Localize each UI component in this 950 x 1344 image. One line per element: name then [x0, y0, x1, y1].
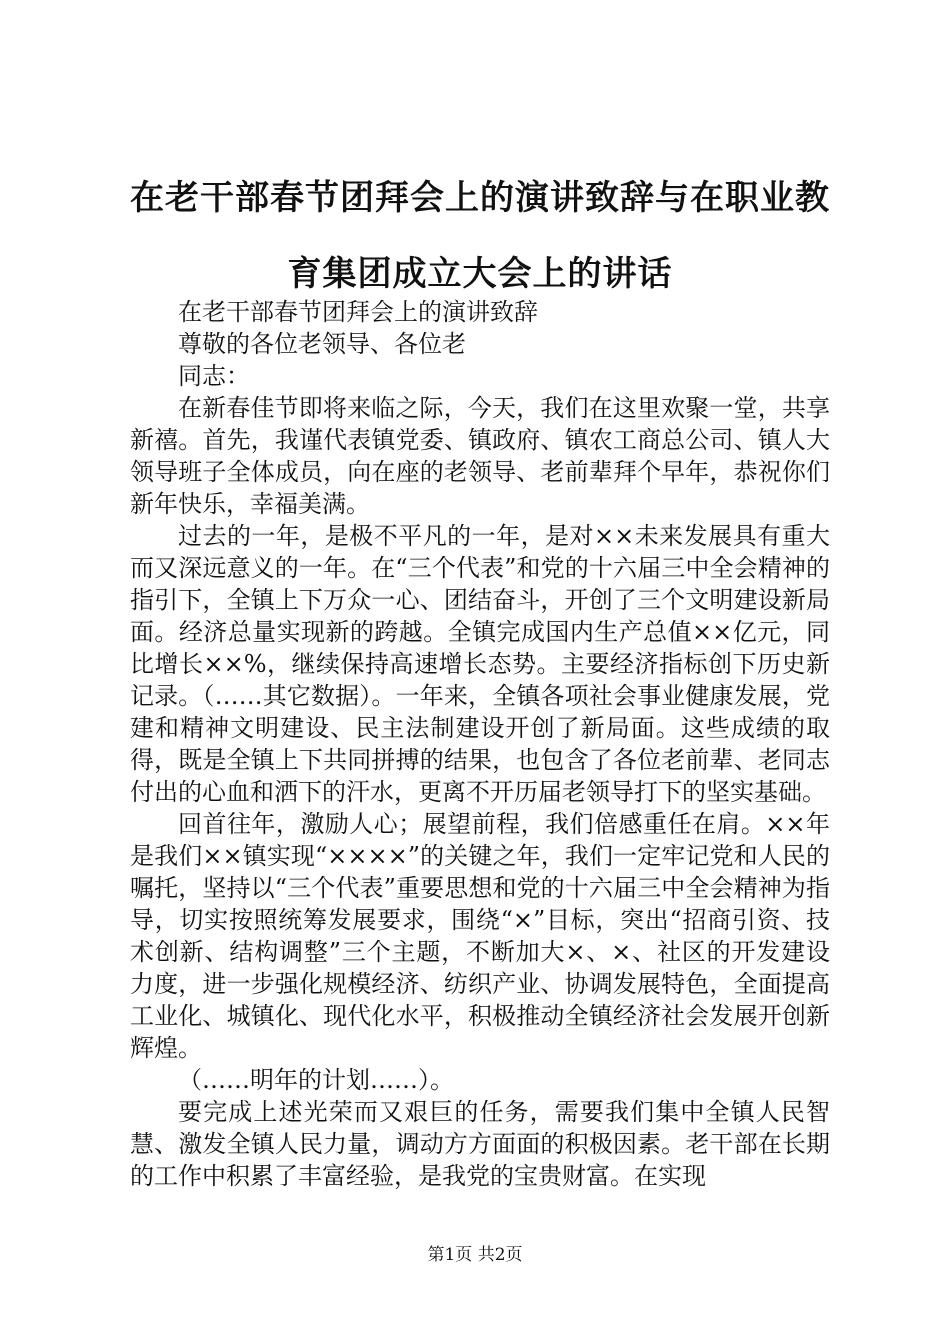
page-number-footer: 第1页 共2页 [427, 1245, 523, 1265]
body-paragraph: 在新春佳节即将来临之际，今天，我们在这里欢聚一堂，共享新禧。首先，我谨代表镇党委、镇政府、镇农工商总公司、镇人大领导班子全体成员，向在座的老领导、老前辈拜个早年，恭祝你们新年快乐，幸福美满。 [130, 394, 830, 518]
salutation: 尊敬的各位老领导、各位老 [178, 330, 466, 358]
speech-heading: 在老干部春节团拜会上的演讲致辞 [178, 298, 538, 326]
document-title [120, 160, 840, 312]
body-paragraph: 要完成上述光荣而又艰巨的任务，需要我们集中全镇人民智慧、激发全镇人民力量，调动方方面面的积极因素。老干部在长期的工作中积累了丰富经验，是我党的宝贵财富。在实现 [130, 1098, 830, 1190]
title-line: 育集团成立大会上的讲话 [287, 254, 673, 294]
body-paragraph: 回首往年，激励人心；展望前程，我们倍感重任在肩。××年是我们××镇实现“××××”的关键之年，我们一定牢记党和人民的嘱托，坚持以“三个代表”重要思想和党的十六届三中全会精神为指导，切实按照统筹发展要求，围绕“×”目标，突出“招商引资、技术创新、结构调整”三个主题，不断加大×、×、社区的开发建设力度，进一步强化规模经济、纺织产业、协调发展特色，全面提高工业化、城镇化、现代化水平，积极推动全镇经济社会发展开创新辉煌。 [130, 810, 830, 1062]
salutation-continued: 同志： [178, 362, 250, 390]
body-paragraph: （……明年的计划……）。 [178, 1066, 454, 1094]
body-paragraph: 过去的一年，是极不平凡的一年，是对××未来发展具有重大而又深远意义的一年。在“三个代表”和党的十六届三中全会精神的指引下，全镇上下万众一心、团结奋斗，开创了三个文明建设新局面。经济总量实现新的跨越。全镇完成国内生产总值××亿元，同比增长××%，继续保持高速增长态势。主要经济指标创下历史新记录。（……其它数据）。一年来，全镇各项社会事业健康发展，党建和精神文明建设、民主法制建设开创了新局面。这些成绩的取得，既是全镇上下共同拼搏的结果，也包含了各位老前辈、老同志付出的心血和洒下的汗水，更离不开历届老领导打下的坚实基础。 [130, 522, 830, 806]
title-line: 在老干部春节团拜会上的演讲致辞与在职业教 [130, 178, 830, 218]
document-body [130, 296, 830, 1192]
